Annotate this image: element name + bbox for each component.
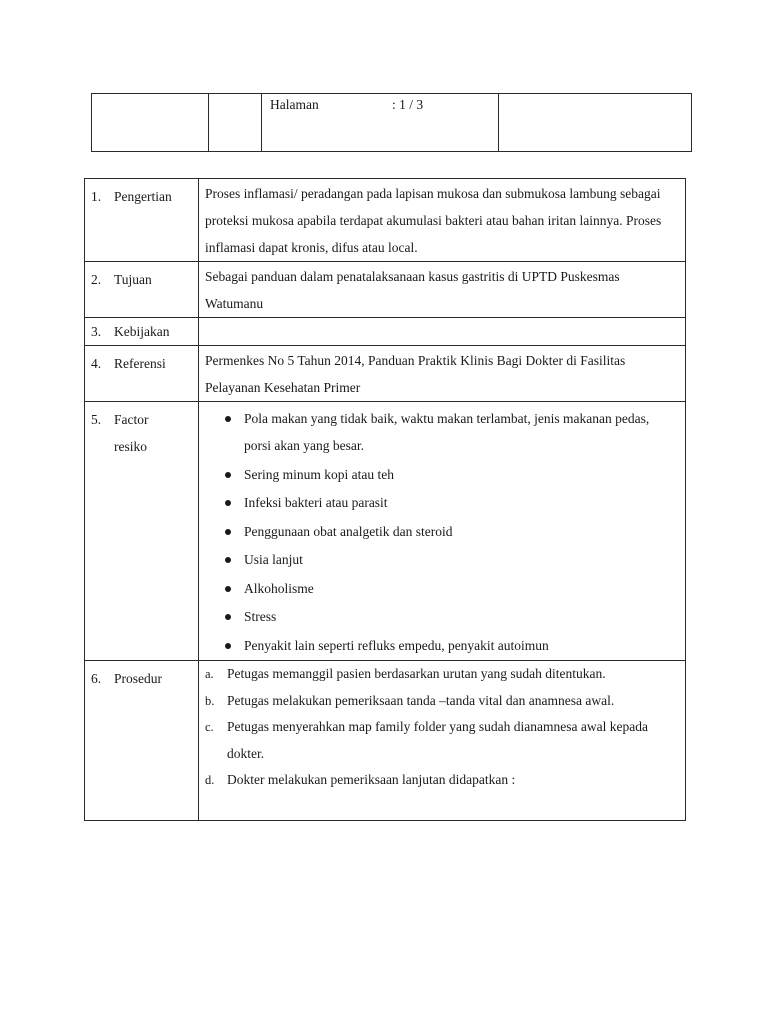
step-text: Petugas menyerahkan map family folder yang sudah dianamnesa awal kepada dokter. bbox=[227, 719, 648, 761]
list-item bbox=[199, 489, 679, 516]
risk-factor-list bbox=[199, 403, 679, 659]
bullet-icon bbox=[225, 586, 231, 592]
row-content-factor-resiko bbox=[199, 402, 686, 661]
list-item-text: Sering minum kopi atau teh bbox=[244, 466, 394, 482]
row-label-prosedur bbox=[85, 661, 199, 821]
list-item bbox=[205, 661, 679, 688]
list-item-text: Penyakit lain seperti refluks empedu, penyakit autoimun bbox=[244, 637, 549, 653]
list-item-text: Penggunaan obat analgetik dan steroid bbox=[244, 523, 453, 539]
list-item-text: Usia lanjut bbox=[244, 552, 303, 567]
row-label-pengertian bbox=[85, 179, 199, 262]
list-item bbox=[199, 405, 679, 459]
row-number: 3. bbox=[91, 324, 102, 339]
bullet-icon bbox=[225, 500, 231, 506]
row-label-text: Referensi bbox=[114, 356, 166, 371]
row-number: 2. bbox=[91, 272, 102, 287]
bullet-icon bbox=[225, 643, 231, 649]
header-right-cell bbox=[499, 94, 692, 152]
table-row bbox=[85, 661, 686, 821]
table-row bbox=[85, 402, 686, 661]
row-number: 5. bbox=[91, 412, 102, 427]
row-content-referensi: Permenkes No 5 Tahun 2014, Panduan Praktik Klinis Bagi Dokter di Fasilitas Pelayanan Kesehatan Primer bbox=[199, 346, 686, 402]
header-table bbox=[91, 93, 692, 152]
step-text: Dokter melakukan pemeriksaan lanjutan didapatkan : bbox=[227, 772, 516, 787]
list-item bbox=[199, 546, 679, 573]
header-logo-cell bbox=[92, 94, 209, 152]
list-item-text: Stress bbox=[244, 609, 277, 624]
row-label-text: Tujuan bbox=[114, 272, 152, 287]
row-label-text: Pengertian bbox=[114, 189, 172, 204]
row-label-text-line2: resiko bbox=[114, 439, 147, 454]
step-text: Petugas memanggil pasien berdasarkan urutan yang sudah ditentukan. bbox=[227, 666, 606, 681]
row-content-kebijakan bbox=[199, 318, 686, 346]
step-letter: c. bbox=[205, 720, 214, 734]
row-number: 4. bbox=[91, 356, 102, 371]
step-letter: b. bbox=[205, 693, 215, 708]
table-row bbox=[85, 318, 686, 346]
step-text: Petugas melakukan pemeriksaan tanda –tanda vital dan anamnesa awal. bbox=[227, 692, 615, 708]
procedure-list bbox=[205, 661, 679, 794]
row-label-factor-resiko bbox=[85, 402, 199, 661]
list-item bbox=[199, 461, 679, 488]
header-page-cell bbox=[262, 94, 499, 152]
list-item bbox=[199, 518, 679, 545]
row-content-prosedur bbox=[199, 661, 686, 821]
header-empty-cell bbox=[209, 94, 262, 152]
page-value: : 1 / 3 bbox=[392, 97, 424, 112]
bullet-icon bbox=[225, 557, 231, 563]
row-content-pengertian: Proses inflamasi/ peradangan pada lapisan mukosa dan submukosa lambung sebagai proteksi mukosa apabila terdapat akumulasi bakteri atau bahan iritan lainnya. Proses inflamasi dapat kronis, difus atau local. bbox=[199, 179, 686, 262]
row-content-tujuan: Sebagai panduan dalam penatalaksanaan kasus gastritis di UPTD Puskesmas Watumanu bbox=[199, 262, 686, 318]
bullet-icon bbox=[225, 472, 231, 478]
table-row bbox=[85, 179, 686, 262]
list-item-text: Pola makan yang tidak baik, waktu makan terlambat, jenis makanan pedas, porsi akan yang besar. bbox=[244, 411, 650, 453]
list-item-text: Infeksi bakteri atau parasit bbox=[244, 495, 388, 510]
row-label-tujuan bbox=[85, 262, 199, 318]
page-label: Halaman bbox=[270, 97, 319, 112]
row-label-kebijakan bbox=[85, 318, 199, 346]
bullet-icon bbox=[225, 614, 231, 620]
step-letter: a. bbox=[205, 667, 214, 681]
row-number: 1. bbox=[91, 189, 102, 204]
list-item bbox=[199, 632, 679, 659]
row-label-text: Factor bbox=[114, 412, 149, 427]
row-label-text: Prosedur bbox=[114, 671, 162, 686]
step-letter: d. bbox=[205, 773, 215, 787]
list-item-text: Alkoholisme bbox=[244, 580, 314, 596]
list-item bbox=[199, 575, 679, 602]
row-label-referensi bbox=[85, 346, 199, 402]
bullet-icon bbox=[225, 529, 231, 535]
row-label-text: Kebijakan bbox=[114, 324, 170, 339]
table-row bbox=[85, 262, 686, 318]
bullet-icon bbox=[225, 416, 231, 422]
list-item bbox=[205, 767, 679, 794]
list-item bbox=[199, 603, 679, 630]
table-row bbox=[85, 346, 686, 402]
row-number: 6. bbox=[91, 671, 102, 686]
list-item bbox=[205, 688, 679, 715]
list-item bbox=[205, 714, 679, 767]
sop-table bbox=[84, 178, 686, 821]
